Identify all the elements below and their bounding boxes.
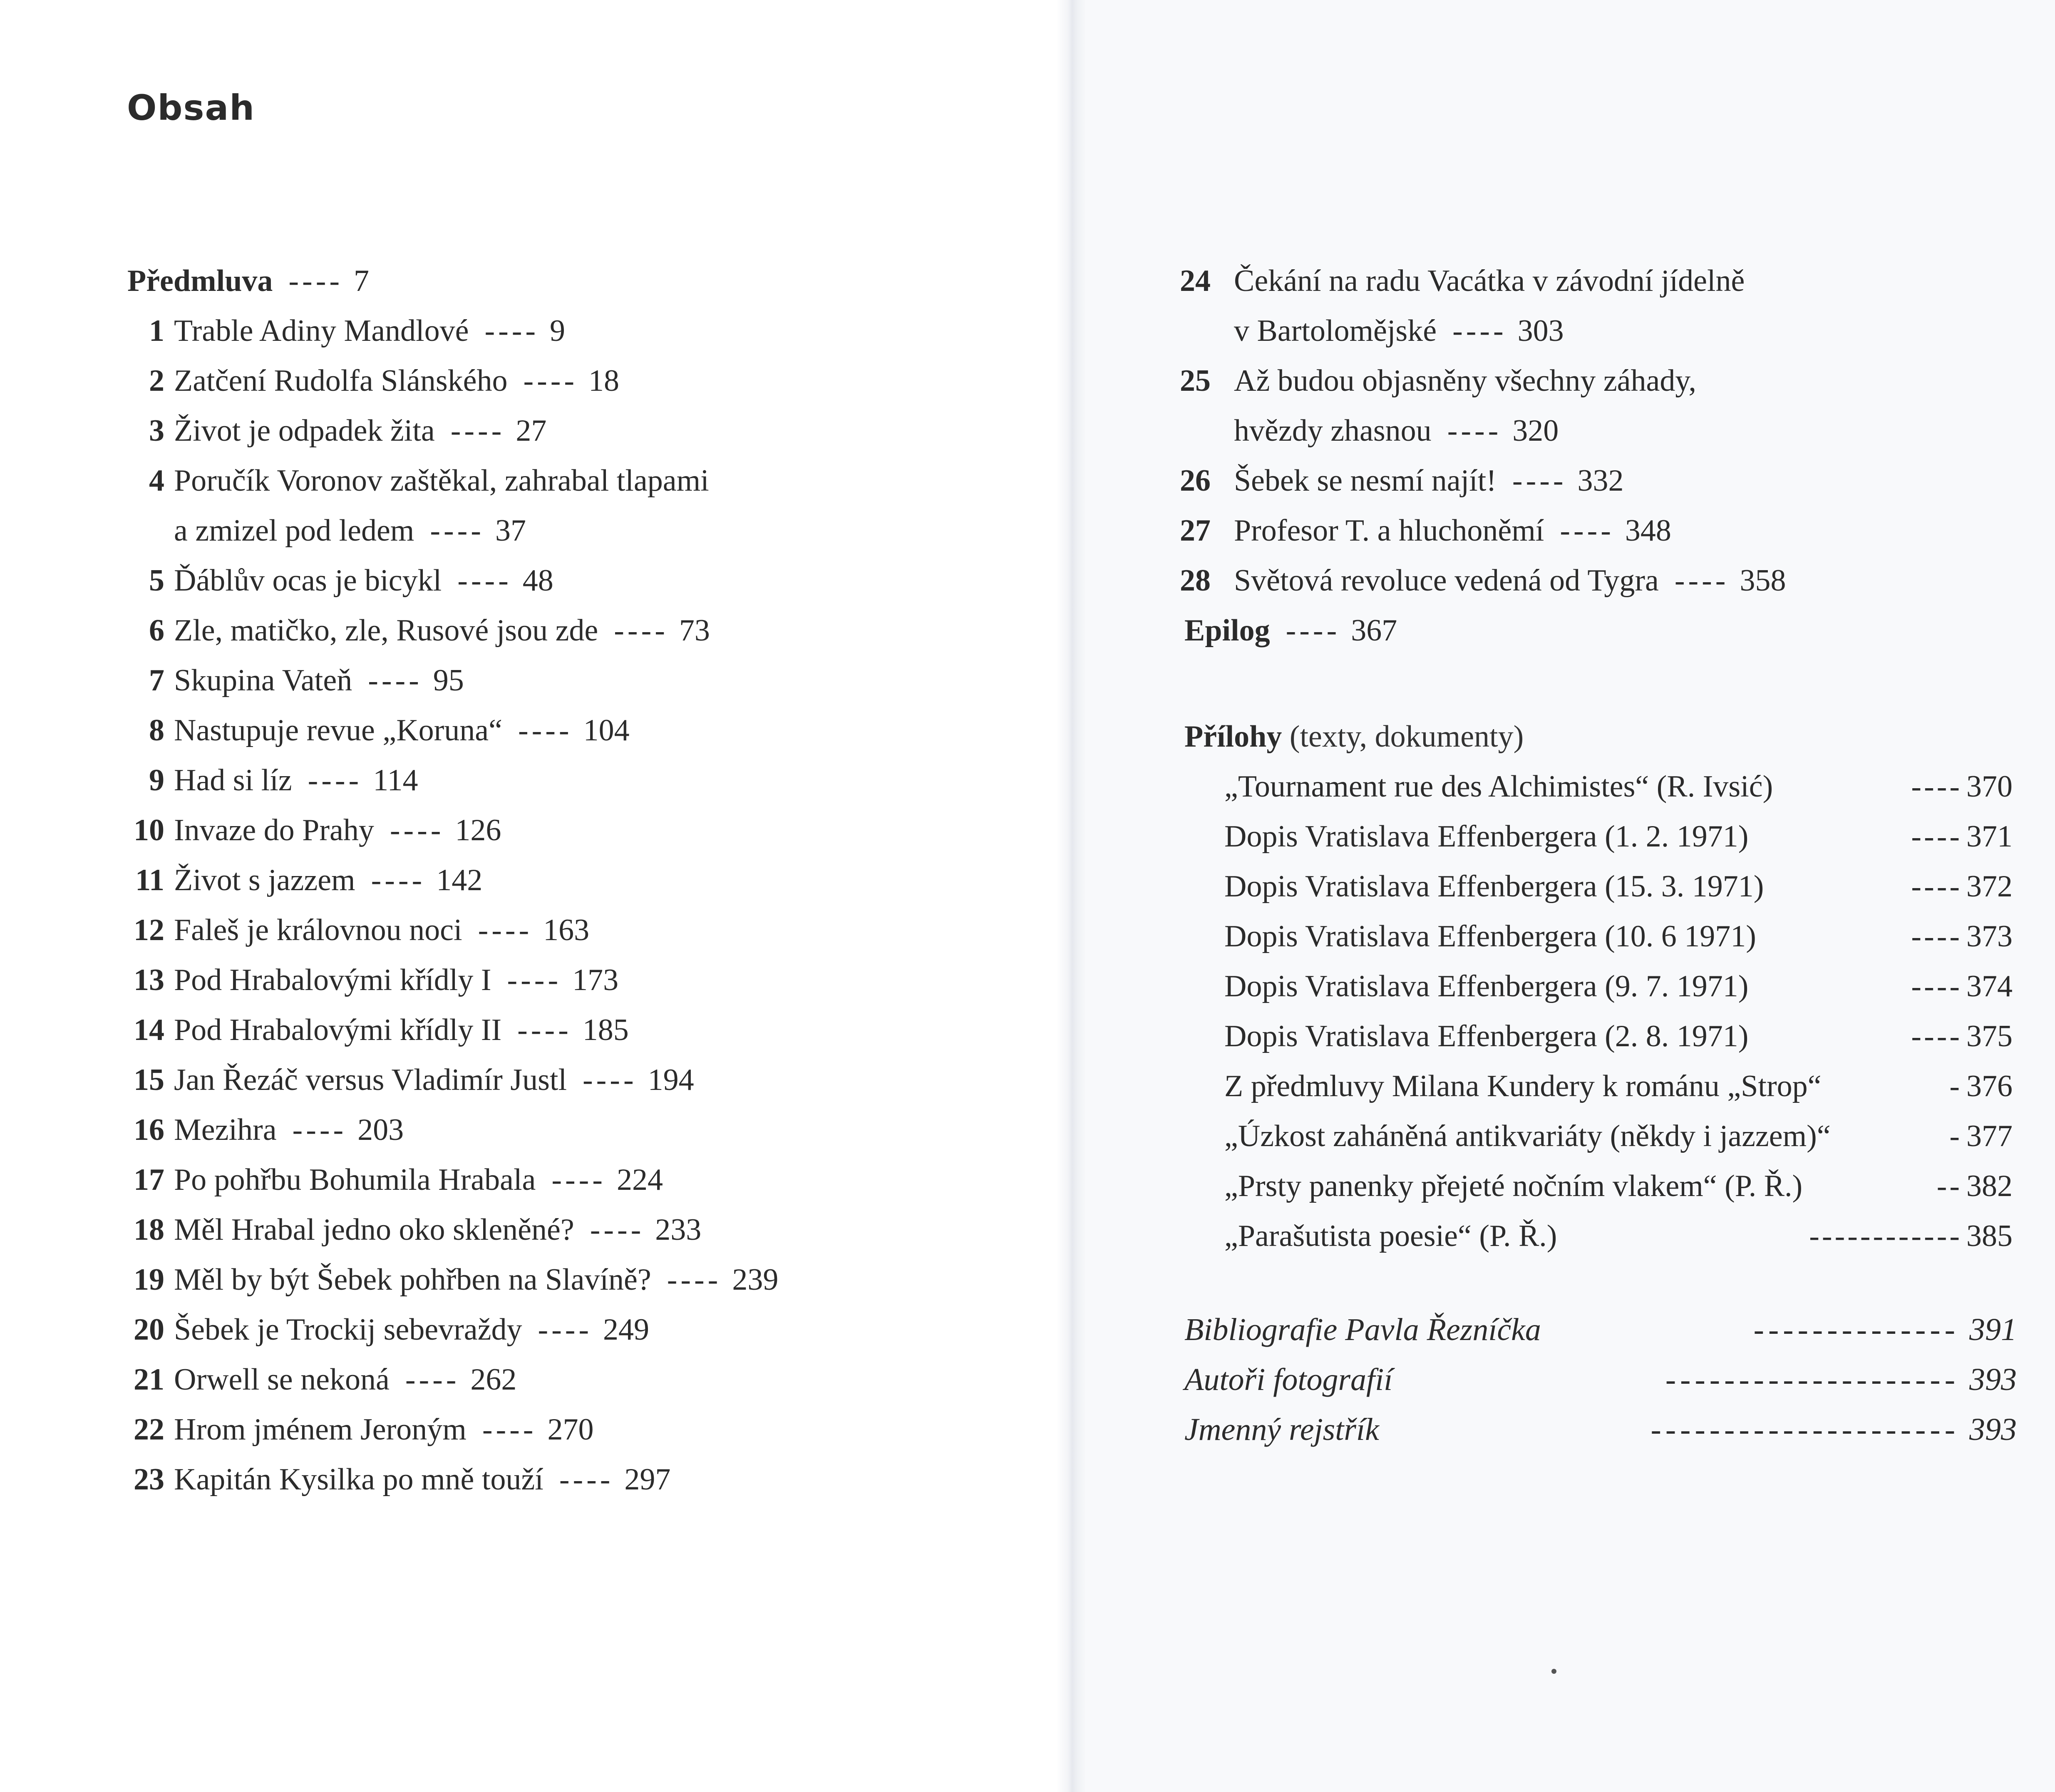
- page-number: 126: [455, 813, 501, 847]
- dash-leader: ----: [1512, 464, 1567, 498]
- dash-leader: -: [1949, 1069, 1962, 1103]
- dash-leader: ----: [517, 1013, 572, 1047]
- dash-leader: ----: [1911, 769, 1962, 804]
- page-number: 320: [1512, 414, 1559, 448]
- appendix-item-title: Dopis Vratislava Effenbergera (2. 8. 1971): [1224, 1019, 1749, 1053]
- chapter-title: Invaze do Prahy: [174, 813, 374, 847]
- chapter-number: 14: [134, 1013, 164, 1047]
- page-number: 376: [1966, 1069, 2013, 1103]
- chapter-number: 13: [134, 963, 164, 997]
- toc-entry: [125, 655, 1040, 705]
- page-number: 7: [353, 264, 369, 298]
- appendix-heading: [1184, 712, 2017, 762]
- toc-line: [174, 1155, 663, 1205]
- chapter-number: 4: [149, 464, 164, 498]
- page-number: 377: [1966, 1119, 2013, 1153]
- appendix-item: [1184, 1061, 2013, 1111]
- chapter-title: Had si líz: [174, 763, 292, 797]
- appendix-item: [1184, 861, 2013, 911]
- chapter-title: Až budou objasněny všechny záhady,: [1234, 364, 1697, 398]
- chapter-title: Život je odpadek žita: [174, 414, 435, 448]
- chapter-number: 9: [149, 763, 164, 797]
- chapter-title: Jan Řezáč versus Vladimír Justl: [174, 1063, 567, 1097]
- dash-leader: ----: [1911, 1019, 1962, 1053]
- toc-list-left: [125, 256, 1040, 1504]
- page-number: 9: [550, 314, 566, 348]
- dash-leader: ----: [368, 663, 422, 697]
- appendix-list: [1184, 712, 2017, 1261]
- page-number: 142: [436, 863, 483, 897]
- chapter-title: Zatčení Rudolfa Slánského: [174, 364, 508, 398]
- chapter-title: Po pohřbu Bohumila Hrabala: [174, 1163, 536, 1197]
- toc-entry: [125, 356, 1040, 406]
- chapter-title: Šebek je Trockij sebevraždy: [174, 1313, 522, 1347]
- dash-leader: ----: [551, 1163, 606, 1197]
- chapter-number: 17: [134, 1163, 164, 1197]
- page-number: 18: [588, 364, 620, 398]
- toc-line: [174, 805, 501, 855]
- dash-leader: ----: [559, 1462, 614, 1497]
- chapter-title: Epilog: [1184, 613, 1270, 648]
- toc-entry: [125, 1205, 1040, 1255]
- paper-speck: [1551, 1669, 1556, 1674]
- page-number: 270: [547, 1412, 594, 1447]
- chapter-title: hvězdy zhasnou: [1234, 414, 1432, 448]
- toc-line: [174, 306, 565, 356]
- appendix-item-title: „Úzkost zaháněná antikvariáty (někdy i jazzem)“: [1224, 1119, 1831, 1153]
- dash-leader: ----: [667, 1263, 722, 1297]
- chapter-number: 10: [134, 813, 164, 847]
- back-matter-title: Jmenný rejstřík: [1184, 1412, 1379, 1447]
- dash-leader: ----: [1452, 314, 1507, 348]
- page-number: 374: [1966, 969, 2013, 1003]
- page-number: 367: [1351, 613, 1397, 648]
- toc-line: [174, 1205, 701, 1255]
- chapter-number: 11: [135, 863, 164, 897]
- chapter-title: Kapitán Kysilka po mně touží: [174, 1462, 544, 1497]
- dash-leader: ----: [292, 1113, 347, 1147]
- page-number: 27: [516, 414, 547, 448]
- chapter-number: 27: [1180, 514, 1211, 548]
- toc-line: [174, 705, 630, 755]
- dash-leader: ----: [1674, 563, 1729, 598]
- toc-line: [174, 1255, 778, 1305]
- appendix-item: [1184, 1161, 2013, 1211]
- dash-leader: ----: [478, 913, 533, 947]
- dash-leader: ----: [590, 1213, 645, 1247]
- dash-leader: ----: [371, 863, 426, 897]
- dash-leader: ----: [1911, 969, 1962, 1003]
- toc-entry: [125, 556, 1040, 606]
- back-matter-item: [1184, 1355, 2017, 1405]
- chapter-title: Šebek se nesmí najít!: [1234, 464, 1497, 498]
- toc-line: [174, 955, 618, 1005]
- page-number: 393: [1969, 1362, 2017, 1397]
- chapter-title: Hrom jménem Jeroným: [174, 1412, 467, 1447]
- page-number: 391: [1969, 1312, 2017, 1347]
- page-number: 37: [495, 514, 526, 548]
- appendix-item: [1184, 1211, 2013, 1261]
- chapter-title: Světová revoluce vedená od Tygra: [1234, 563, 1659, 598]
- dash-leader: ----: [450, 414, 505, 448]
- toc-line: [174, 1055, 694, 1105]
- page-number: 73: [679, 613, 710, 648]
- appendix-item-title: Dopis Vratislava Effenbergera (10. 6 1971): [1224, 919, 1756, 953]
- page-number: 233: [655, 1213, 702, 1247]
- back-matter-title: Autoři fotografií: [1184, 1362, 1393, 1397]
- dash-leader: --: [1936, 1169, 1962, 1203]
- chapter-number: 22: [134, 1412, 164, 1447]
- chapter-title: v Bartolomějské: [1234, 314, 1437, 348]
- page-number: 372: [1966, 869, 2013, 903]
- toc-entry: [125, 1405, 1040, 1454]
- toc-line: [174, 1305, 649, 1355]
- toc-entry: [1182, 406, 2014, 456]
- dash-leader: ----: [1286, 613, 1340, 648]
- toc-list-right: [1182, 256, 2014, 655]
- toc-line: [174, 905, 589, 955]
- toc-line: [174, 506, 526, 556]
- chapter-number: 5: [149, 563, 164, 598]
- dash-leader: ----: [482, 1412, 537, 1447]
- dash-leader: ----: [308, 763, 362, 797]
- toc-entry: [125, 306, 1040, 356]
- chapter-title: Nastupuje revue „Koruna“: [174, 713, 502, 747]
- appendix-item: [1184, 762, 2013, 812]
- dash-leader: ----: [523, 364, 578, 398]
- chapter-title: Faleš je královnou noci: [174, 913, 462, 947]
- toc-line: [174, 356, 619, 406]
- toc-entry: [125, 1255, 1040, 1305]
- page-number: 348: [1625, 514, 1671, 548]
- toc-entry: [125, 1305, 1040, 1355]
- toc-line: [127, 256, 369, 306]
- chapter-number: 2: [149, 364, 164, 398]
- appendix-item-title: Dopis Vratislava Effenbergera (9. 7. 1971): [1224, 969, 1749, 1003]
- page-number: 249: [603, 1313, 650, 1347]
- page-number: 114: [373, 763, 418, 797]
- toc-line: [1234, 306, 1564, 356]
- page-number: 358: [1740, 563, 1786, 598]
- toc-entry: [125, 805, 1040, 855]
- toc-line: [174, 1355, 516, 1405]
- page-number: 370: [1966, 769, 2013, 804]
- page-number: 104: [583, 713, 630, 747]
- page-number: 382: [1966, 1169, 2013, 1203]
- dash-leader: ----: [1911, 869, 1962, 903]
- page-number: 303: [1517, 314, 1564, 348]
- chapter-title: Pod Hrabalovými křídly II: [174, 1013, 502, 1047]
- toc-entry: [125, 1055, 1040, 1105]
- toc-line: [174, 1405, 593, 1454]
- dash-leader: ----: [1447, 414, 1502, 448]
- chapter-title: Ďáblův ocas je bicykl: [174, 563, 442, 598]
- dash-leader: ----: [1560, 514, 1614, 548]
- page-number: 48: [522, 563, 553, 598]
- appendix-item: [1184, 812, 2013, 861]
- toc-line: [1234, 506, 1671, 556]
- chapter-title: Předmluva: [127, 264, 273, 298]
- toc-line: [1234, 556, 1786, 606]
- dash-leader: --------------------: [1665, 1362, 1959, 1397]
- toc-entry: [1182, 556, 2014, 606]
- chapter-number: 12: [134, 913, 164, 947]
- page-number: 194: [648, 1063, 694, 1097]
- chapter-number: 26: [1180, 464, 1211, 498]
- dash-leader: ----: [507, 963, 562, 997]
- toc-entry: [125, 1005, 1040, 1055]
- chapter-number: 20: [134, 1313, 164, 1347]
- toc-line: [174, 406, 546, 456]
- page-number: 373: [1966, 919, 2013, 953]
- appendix-item-title: „Tournament rue des Alchimistes“ (R. Ivsić): [1224, 769, 1773, 804]
- chapter-title: Měl Hrabal jedno oko skleněné?: [174, 1213, 574, 1247]
- appendix-item-title: „Prsty panenky přejeté nočním vlakem“ (P. Ř.): [1224, 1169, 1803, 1203]
- toc-entry: [125, 256, 1040, 306]
- chapter-title: Trable Adiny Mandlové: [174, 314, 469, 348]
- toc-entry: [125, 506, 1040, 556]
- toc-entry: [125, 1105, 1040, 1155]
- dash-leader: ----: [288, 264, 343, 298]
- toc-entry: [1182, 456, 2014, 506]
- toc-entry: [125, 606, 1040, 655]
- page-number: 173: [572, 963, 619, 997]
- chapter-number: 28: [1180, 563, 1211, 598]
- dash-leader: ----: [1911, 819, 1962, 854]
- toc-line: [174, 1005, 629, 1055]
- chapter-title: Život s jazzem: [174, 863, 355, 897]
- toc-entry: [1182, 356, 2014, 406]
- dash-leader: ----: [1911, 919, 1962, 953]
- page-number: 371: [1966, 819, 2013, 854]
- chapter-number: 1: [149, 314, 164, 348]
- page-number: 393: [1969, 1412, 2017, 1447]
- toc-line: [174, 606, 710, 655]
- chapter-title: Profesor T. a hluchoněmí: [1234, 514, 1544, 548]
- page-number: 239: [732, 1263, 779, 1297]
- chapter-number: 24: [1180, 264, 1211, 298]
- toc-line: [174, 1105, 404, 1155]
- toc-entry: [1182, 506, 2014, 556]
- dash-leader: -: [1949, 1119, 1962, 1153]
- toc-entry: [125, 905, 1040, 955]
- book-gutter: [1056, 0, 1085, 1792]
- dash-leader: ------------: [1809, 1219, 1962, 1253]
- dash-leader: ----: [484, 314, 539, 348]
- appendix-item: [1184, 911, 2013, 961]
- chapter-title: Zle, matičko, zle, Rusové jsou zde: [174, 613, 598, 648]
- toc-entry: [125, 955, 1040, 1005]
- toc-line: [1234, 256, 1745, 306]
- dash-leader: ----: [538, 1313, 593, 1347]
- page-number: 385: [1966, 1219, 2013, 1253]
- back-matter-title: Bibliografie Pavla Řezníčka: [1184, 1312, 1541, 1347]
- chapter-title: Pod Hrabalovými křídly I: [174, 963, 491, 997]
- dash-leader: ----: [457, 563, 512, 598]
- chapter-number: 19: [134, 1263, 164, 1297]
- toc-entry: [1182, 606, 2014, 655]
- toc-entry: [125, 456, 1040, 506]
- page-number: 224: [616, 1163, 663, 1197]
- chapter-number: 18: [134, 1213, 164, 1247]
- chapter-number: 3: [149, 414, 164, 448]
- toc-line: [1234, 406, 1559, 456]
- chapter-title: Čekání na radu Vacátka v závodní jídelně: [1234, 264, 1745, 298]
- back-matter-item: [1184, 1405, 2017, 1454]
- appendix-note: (texty, dokumenty): [1289, 720, 1524, 754]
- chapter-number: 21: [134, 1363, 164, 1397]
- chapter-number: 8: [149, 713, 164, 747]
- chapter-title: Poručík Voronov zaštěkal, zahrabal tlapami: [174, 464, 709, 498]
- dash-leader: ----: [518, 713, 573, 747]
- toc-entry: [125, 1454, 1040, 1504]
- chapter-number: 16: [134, 1113, 164, 1147]
- page-number: 163: [543, 913, 590, 947]
- appendix-item-title: Dopis Vratislava Effenbergera (1. 2. 1971): [1224, 819, 1749, 854]
- chapter-title: Měl by být Šebek pohřben na Slavíně?: [174, 1263, 651, 1297]
- toc-entry: [125, 1355, 1040, 1405]
- chapter-number: 7: [149, 663, 164, 697]
- chapter-title: Skupina Vateň: [174, 663, 352, 697]
- back-matter-list: [1184, 1305, 2017, 1454]
- toc-entry: [125, 1155, 1040, 1205]
- page-number: 203: [357, 1113, 404, 1147]
- page-number: 185: [582, 1013, 629, 1047]
- toc-line: [1234, 356, 1696, 406]
- appendix-item: [1184, 1011, 2013, 1061]
- dash-leader: ----: [430, 514, 484, 548]
- appendix-item: [1184, 1111, 2013, 1161]
- page-number: 297: [624, 1462, 671, 1497]
- chapter-title: Orwell se nekoná: [174, 1363, 390, 1397]
- chapter-number: 6: [149, 613, 164, 648]
- appendix-title: Přílohy: [1184, 720, 1282, 754]
- toc-entry: [125, 406, 1040, 456]
- dash-leader: ----: [583, 1063, 637, 1097]
- toc-line: [174, 655, 464, 705]
- dash-leader: ----: [614, 613, 668, 648]
- toc-line: [174, 456, 709, 506]
- page-number: 375: [1966, 1019, 2013, 1053]
- dash-leader: ----: [390, 813, 444, 847]
- toc-entry: [125, 855, 1040, 905]
- appendix-item-title: Dopis Vratislava Effenbergera (15. 3. 1971): [1224, 869, 1764, 903]
- toc-entry: [125, 755, 1040, 805]
- toc-line: [174, 556, 553, 606]
- page-number: 262: [470, 1363, 517, 1397]
- toc-entry: [1182, 256, 2014, 306]
- chapter-title: a zmizel pod ledem: [174, 514, 414, 548]
- dash-leader: ---------------------: [1650, 1412, 1959, 1447]
- appendix-item-title: Z předmluvy Milana Kundery k románu „Strop“: [1224, 1069, 1822, 1103]
- toc-line: [174, 855, 482, 905]
- toc-entry: [125, 705, 1040, 755]
- toc-line: [1234, 456, 1624, 506]
- chapter-title: Mezihra: [174, 1113, 277, 1147]
- toc-line: [174, 1454, 670, 1504]
- chapter-number: 25: [1180, 364, 1211, 398]
- page-number: 332: [1577, 464, 1624, 498]
- chapter-number: 15: [134, 1063, 164, 1097]
- toc-entry: [1182, 306, 2014, 356]
- appendix-item-title: „Parašutista poesie“ (P. Ř.): [1224, 1219, 1557, 1253]
- appendix-item: [1184, 961, 2013, 1011]
- page-number: 95: [433, 663, 464, 697]
- dash-leader: ----: [405, 1363, 460, 1397]
- page-title: Obsah: [127, 87, 256, 128]
- dash-leader: --------------: [1753, 1312, 1959, 1347]
- toc-line: [174, 755, 418, 805]
- back-matter-item: [1184, 1305, 2017, 1355]
- toc-line: [1184, 606, 1397, 655]
- chapter-number: 23: [134, 1462, 164, 1497]
